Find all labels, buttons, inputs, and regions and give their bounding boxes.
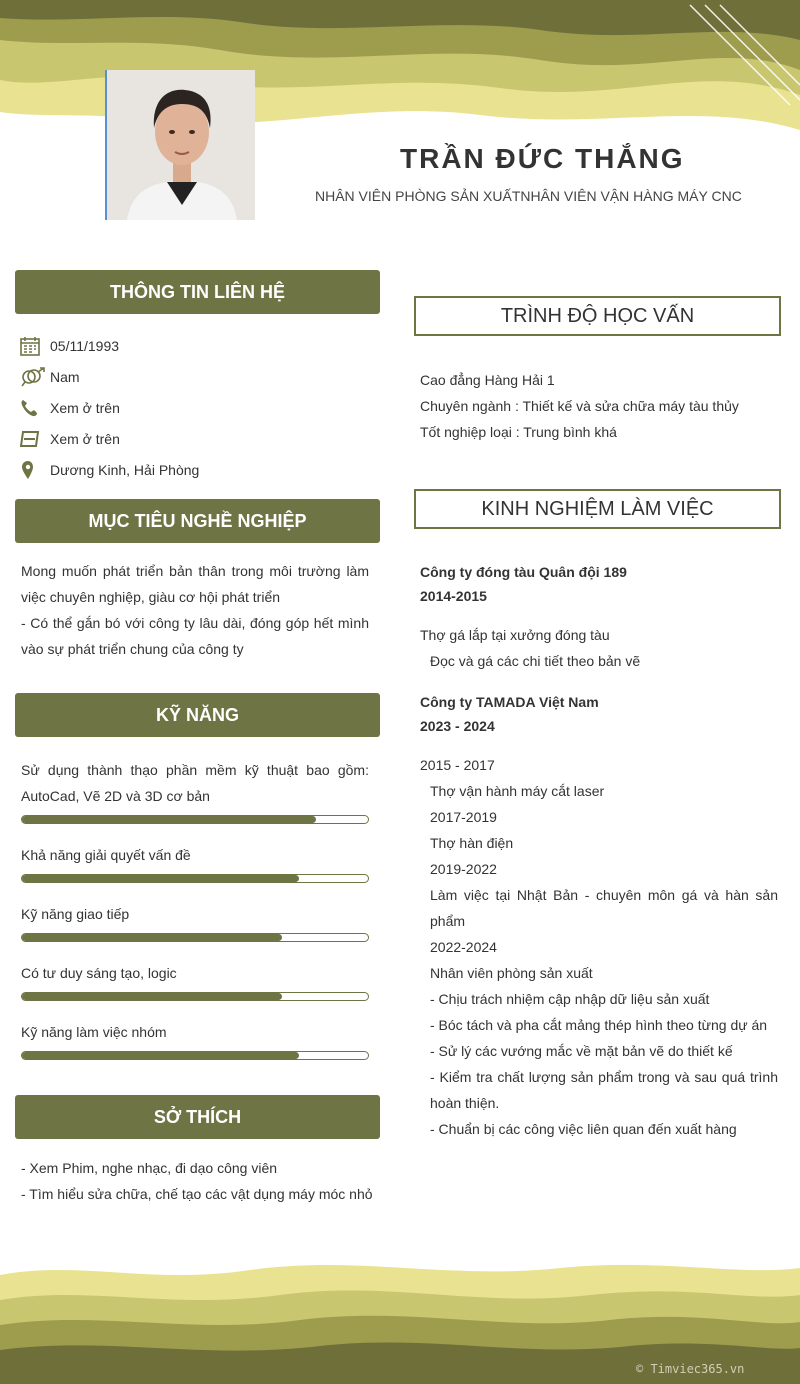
contact-address — [20, 454, 199, 485]
contact-list — [20, 330, 199, 485]
education-major: Chuyên ngành : Thiết kế và sửa chữa máy tàu thủy — [420, 398, 739, 414]
job2-line: 2015 - 2017 — [420, 757, 495, 773]
skill-label: Kỹ năng làm việc nhóm — [21, 1024, 167, 1040]
skill-bar-fill — [22, 875, 299, 882]
experience-heading: KINH NGHIỆM LÀM VIỆC — [414, 489, 781, 529]
job1-company: Công ty đóng tàu Quân đội 189 — [420, 564, 627, 580]
job2-line: 2019-2022 — [430, 861, 497, 877]
skill-item — [21, 757, 369, 824]
skill-bar-fill — [22, 816, 316, 823]
objective-text — [21, 558, 369, 662]
experience-list — [420, 560, 778, 1142]
job1-position: Thợ gá lắp tại xưởng đóng tàu — [420, 627, 610, 643]
skill-label: Sử dụng thành thạo phần mềm kỹ thuật bao gồm: AutoCad, Vẽ 2D và 3D cơ bản — [21, 762, 369, 804]
skill-bar — [21, 874, 369, 883]
skill-bar-fill — [22, 993, 282, 1000]
job2-line: Thợ hàn điện — [430, 835, 514, 851]
skill-item — [21, 1019, 369, 1060]
profile-photo — [105, 70, 255, 220]
job2-line: - Chịu trách nhiệm cập nhập dữ liệu sản xuất — [430, 991, 710, 1007]
education-school: Cao đẳng Hàng Hải 1 — [420, 372, 555, 388]
objective-line: - Có thể gắn bó với công ty lâu dài, đóng góp hết mình vào sự phát triển chung của công ty — [21, 615, 369, 657]
skill-item — [21, 960, 369, 1001]
hobby-line: - Xem Phim, nghe nhạc, đi dạo công viên — [21, 1160, 278, 1176]
job-title: NHÂN VIÊN PHÒNG SẢN XUẤTNHÂN VIÊN VẬN HÀNG MÁY CNC — [315, 188, 742, 204]
phone-text: Xem ở trên — [50, 399, 120, 416]
job2-line: - Sử lý các vướng mắc về mặt bản vẽ do thiết kế — [430, 1043, 733, 1059]
skills-list — [21, 757, 369, 1070]
skill-label: Kỹ năng giao tiếp — [21, 906, 130, 922]
phone-icon — [20, 399, 50, 417]
education-text — [420, 367, 778, 445]
birthday-text: 05/11/1993 — [50, 337, 120, 354]
education-grade: Tốt nghiệp loại : Trung bình khá — [420, 424, 617, 440]
contact-birthday — [20, 330, 199, 361]
skill-bar — [21, 992, 369, 1001]
job2-line: 2017-2019 — [430, 809, 497, 825]
email-text: Xem ở trên — [50, 430, 120, 447]
contact-heading: THÔNG TIN LIÊN HỆ — [15, 270, 380, 314]
skill-item — [21, 901, 369, 942]
skill-item — [21, 842, 369, 883]
job1-desc: Đọc và gá các chi tiết theo bản vẽ — [430, 653, 641, 669]
footer-watermark: © Timviec365.vn — [636, 1362, 745, 1376]
job2-line: - Bóc tách và pha cắt mảng thép hình theo từng dự án — [430, 1017, 768, 1033]
calendar-icon — [20, 336, 50, 356]
job2-line: Nhân viên phòng sản xuất — [430, 965, 593, 981]
objective-heading: MỤC TIÊU NGHỀ NGHIỆP — [15, 499, 380, 543]
job2-line: - Kiểm tra chất lượng sản phẩm trong và sau quá trình hoàn thiện. — [430, 1069, 778, 1111]
job2-period: 2023 - 2024 — [420, 718, 495, 734]
profile-photo-illustration — [107, 70, 255, 220]
address-text: Dương Kinh, Hải Phòng — [50, 461, 200, 478]
objective-line: Mong muốn phát triển bản thân trong môi trường làm việc chuyên nghiệp, giàu cơ hội phát triển — [21, 563, 369, 605]
hobbies-text — [21, 1155, 381, 1207]
gender-text: Nam — [50, 368, 80, 385]
contact-email — [20, 423, 199, 454]
skills-heading: KỸ NĂNG — [15, 693, 380, 737]
candidate-name: TRẦN ĐỨC THẮNG — [400, 143, 685, 174]
skill-bar — [21, 933, 369, 942]
job2-line: - Chuẩn bị các công việc liên quan đến xuất hàng — [430, 1121, 737, 1137]
job2-line: Thợ vận hành máy cắt laser — [430, 783, 605, 799]
gender-icon — [20, 367, 50, 387]
contact-phone — [20, 392, 199, 423]
skill-bar — [21, 815, 369, 824]
job2-company: Công ty TAMADA Việt Nam — [420, 694, 599, 710]
skill-bar — [21, 1051, 369, 1060]
job2-line: 2022-2024 — [430, 939, 497, 955]
skill-label: Khả năng giải quyết vấn đề — [21, 847, 191, 863]
location-icon — [20, 460, 50, 480]
hobby-line: - Tìm hiểu sửa chữa, chế tạo các vật dụng máy móc nhỏ — [21, 1186, 373, 1202]
skill-bar-fill — [22, 1052, 299, 1059]
skill-label: Có tư duy sáng tạo, logic — [21, 965, 177, 981]
contact-gender — [20, 361, 199, 392]
education-heading: TRÌNH ĐỘ HỌC VẤN — [414, 296, 781, 336]
hobbies-heading: SỞ THÍCH — [15, 1095, 380, 1139]
email-icon — [20, 430, 50, 448]
job2-line: Làm việc tại Nhật Bản - chuyên môn gá và hàn sản phẩm — [430, 887, 778, 929]
job1-period: 2014-2015 — [420, 588, 487, 604]
skill-bar-fill — [22, 934, 282, 941]
